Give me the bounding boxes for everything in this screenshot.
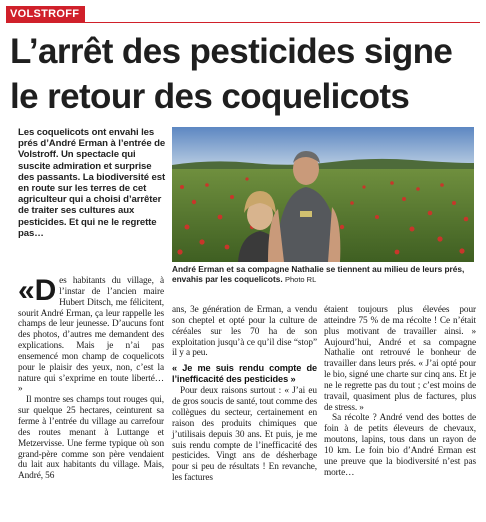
body-column-2 — [172, 305, 317, 484]
body-paragraph: Sa récolte ? André vend des bottes de foin à de petits éleveurs de chevaux, moutons, lapins, tous dans un rayon de 10 km. Le foin bio d’André Erman est une preuve que la biodiversité n’est pas morte… — [324, 413, 476, 478]
body-paragraph: Il montre ses champs tout rouges qui, sur quelque 25 hectares, ceinturent sa ferme à l’entrée du village au carrefour des routes menant à Luttange et Metzervisse. Une ferme typique où son grand-père comme son père vendaient du lait aux habitants du village. Mais, André, 56 — [18, 395, 164, 482]
body-column-3 — [324, 305, 476, 479]
photo-caption — [172, 264, 476, 285]
body-paragraph: étaient toujours plus élevées pour atteindre 75 % de ma récolte ! Ce n’était plus motivant de travailler ainsi. » Aujourd’hui, André et sa compagne Nathalie ont retrouvé le bonheur de travailler dans leurs prés. « J’ai opté pour le bio, signé une charte sur cinq ans. Et je ne le regrette pas du tout ; c’est moins de travail, quasiment plus de factures, plus de stress. » — [324, 305, 476, 413]
body-text: es habitants du village, à l’instar de l’ancien maire Hubert Ditsch, me félicitent, sourit André Erman, ça leur rappelle les champs de leur jeunesse. D’aucuns font des photos, d’autres me demandent des explications. Mais je n’ai pas ensemencé mon champ de coquelicots pour le plaisir des yeux, non, c’est la nature qui s’exprime en toute liberté… » — [18, 276, 164, 395]
subheading: « Je me suis rendu compte de l’inefficacité des pesticides » — [172, 363, 317, 384]
body-column-1 — [18, 276, 164, 482]
article-photo — [172, 127, 474, 262]
body-paragraph — [18, 276, 164, 395]
headline: L’arrêt des pesticides signe le retour des coquelicots — [10, 32, 453, 116]
drop-cap: «D — [18, 274, 57, 307]
section-tag: VOLSTROFF — [6, 6, 85, 22]
photo-credit: Photo RL — [284, 275, 317, 284]
lede-paragraph: Les coquelicots ont envahi les prés d’André Erman à l’entrée de Volstroff. Un spectacle qui suscite admiration et surprise des passants. La biodiversité est en route sur les terres de cet agriculteur qui a choisi d’arrêter de traiter ses cultures aux pesticides. Et qui ne le regrette pas… — [18, 127, 166, 239]
body-paragraph: Pour deux raisons surtout : « J’ai eu de gros soucis de santé, tout comme des collègues du secteur, certainement en raison des produits chimiques que j’utilisais depuis 30 ans. Et puis, je me suis rendu compte de l’inefficacité des pesticides. Vingt ans de désherbage pour si peu de résultats ! En revanche, les factures — [172, 386, 317, 484]
caption-text: André Erman et sa compagne Nathalie se tiennent au milieu de leurs prés, envahis par les coquelicots. — [172, 264, 465, 284]
photo-farmers-in-poppy-field — [172, 127, 474, 262]
section-rule — [6, 22, 480, 23]
body-paragraph: ans, 3e génération de Erman, a vendu son cheptel et opté pour la culture de céréales sur les 70 ha de son exploitation jusqu’à ce qu’il dise “stop” il y a peu. — [172, 305, 317, 359]
